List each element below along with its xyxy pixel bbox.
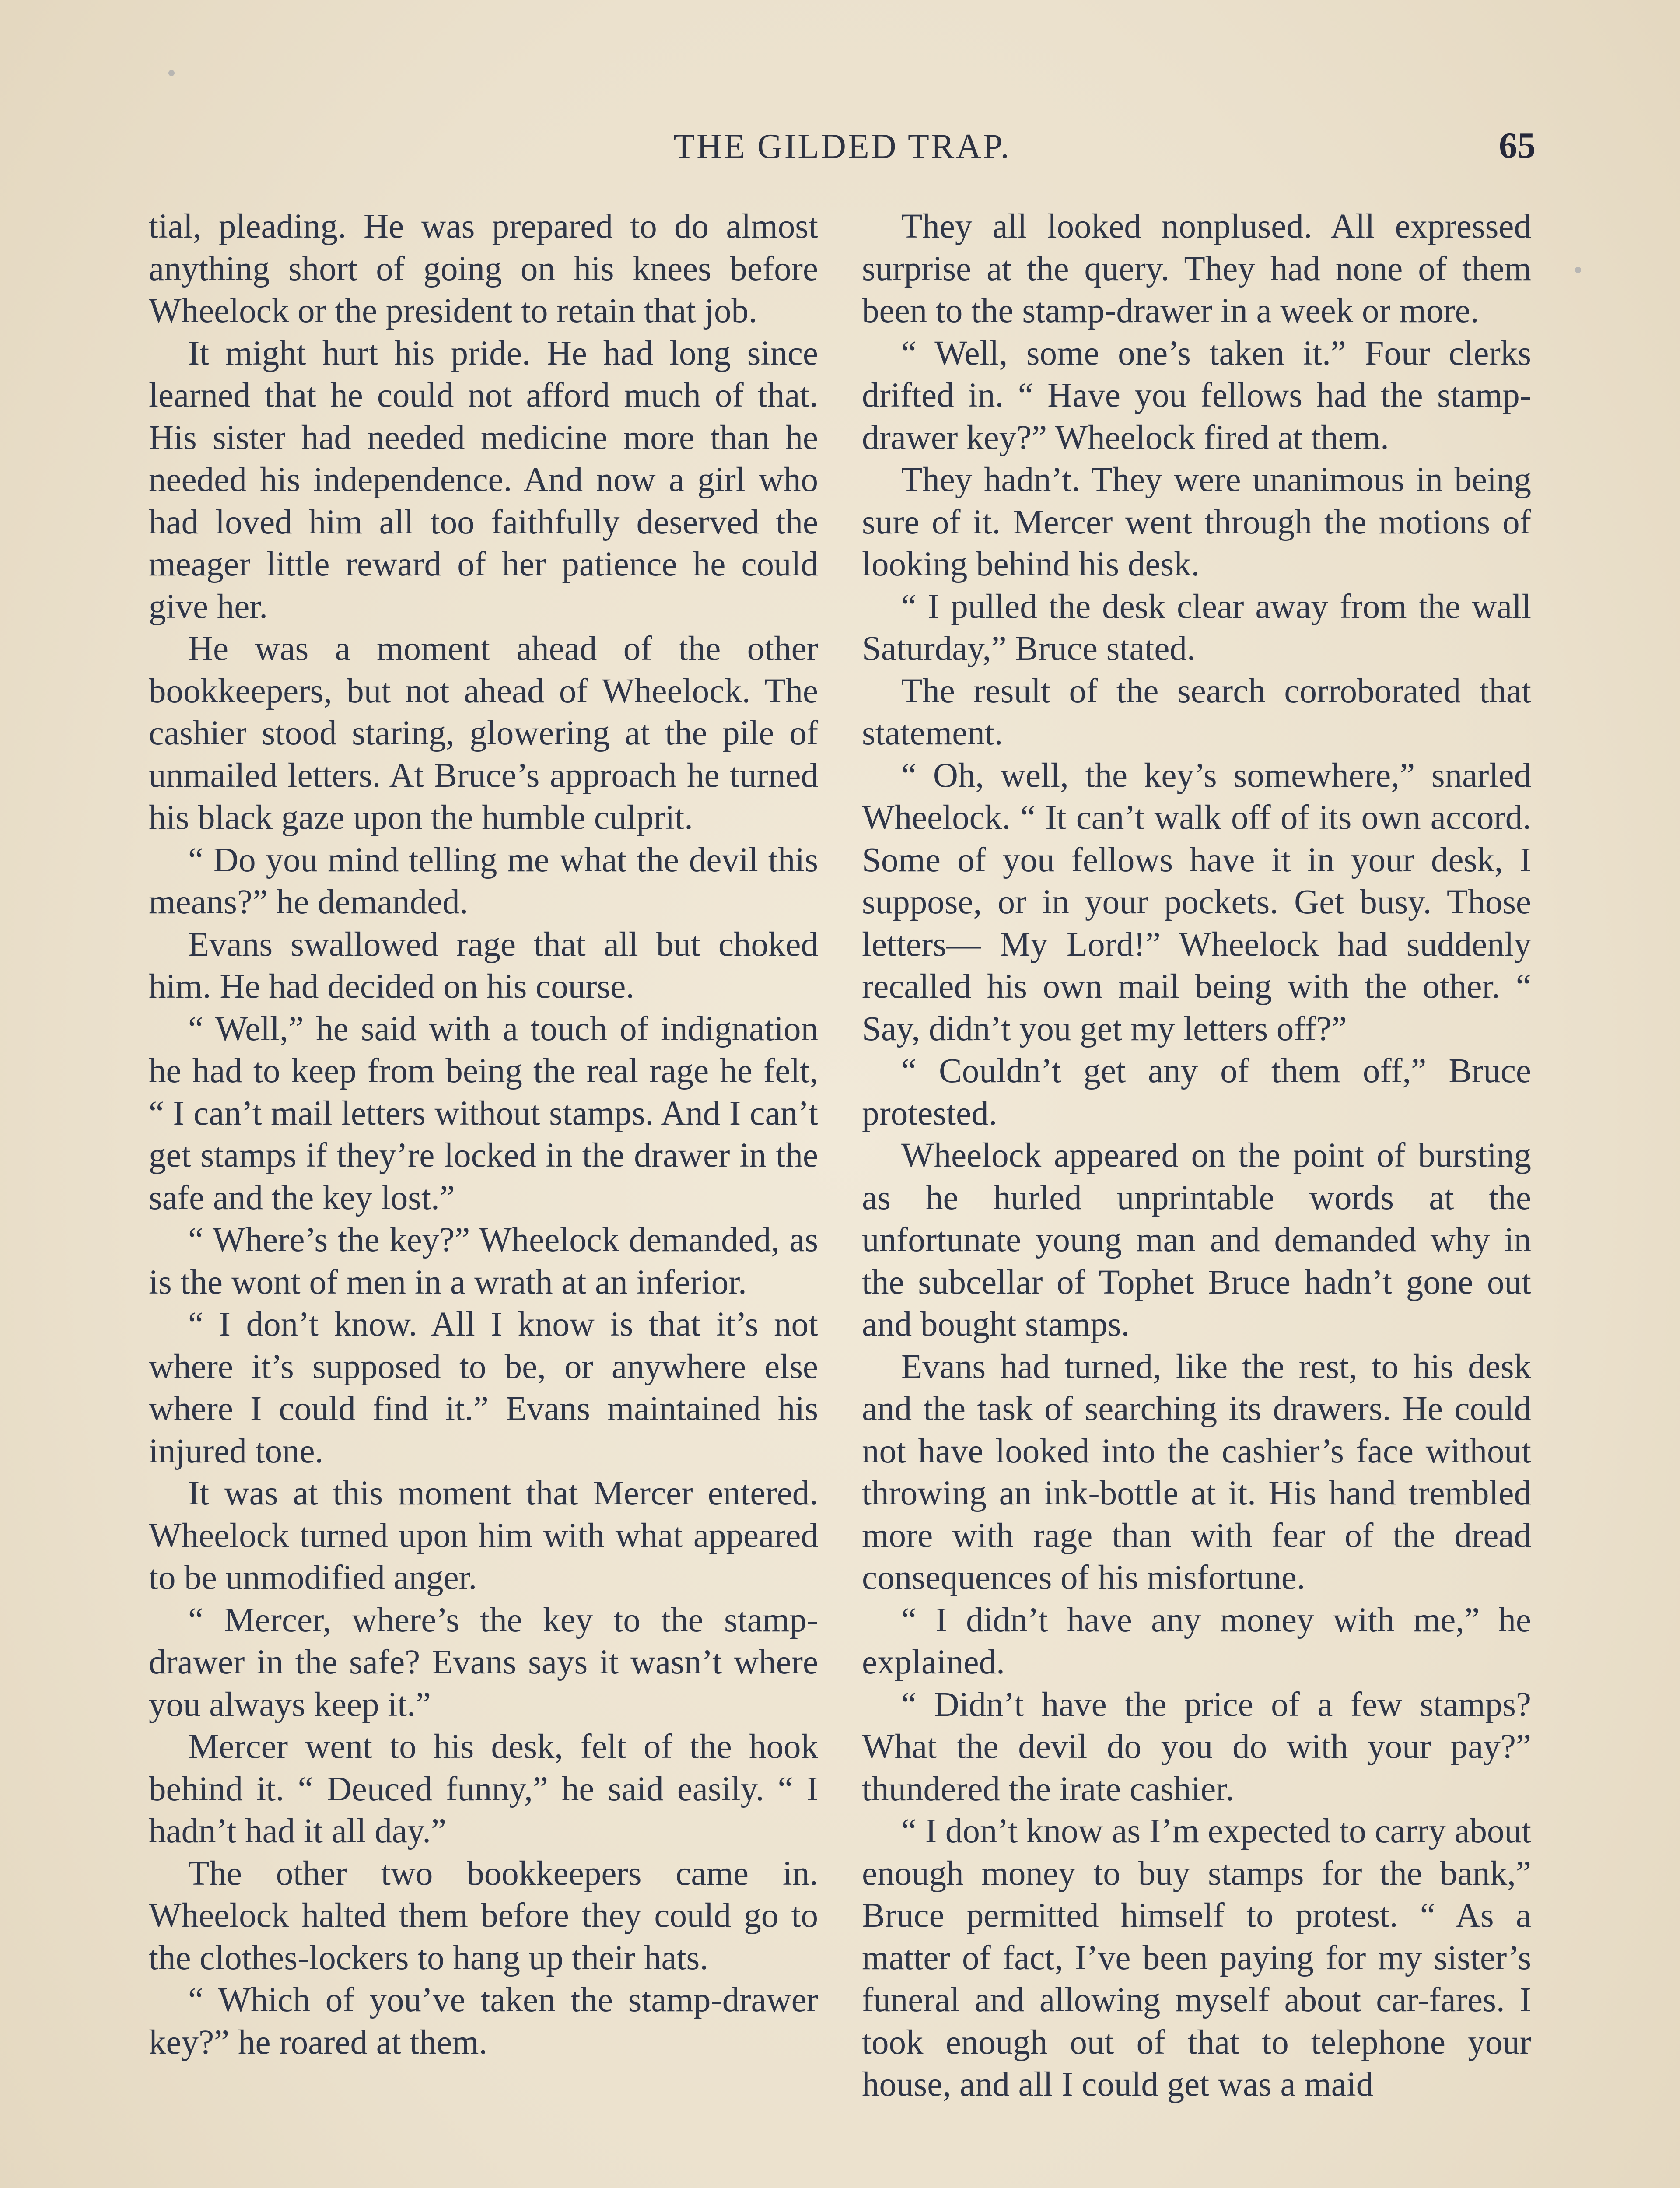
paragraph: “ Mercer, where’s the key to the stamp-drawer in the safe? Evans says it wasn’t where you always keep it.” [149, 1601, 818, 1724]
paragraph: Evans had turned, like the rest, to his desk and the task of searching its drawers. He could not have looked into the cashier’s face without throwing an ink-bottle at it. His hand trembled more with rage than with fear of the dread consequences of his misfortune. [862, 1347, 1531, 1597]
paragraph: “ Well, some one’s taken it.” Four clerks drifted in. “ Have you fellows had the stamp-drawer key?” Wheelock fired at them. [862, 334, 1531, 457]
paragraph: The result of the search corroborated that statement. [862, 672, 1531, 752]
paragraph: They hadn’t. They were unanimous in being sure of it. Mercer went through the motions of looking behind his desk. [862, 461, 1531, 583]
paragraph: “ Which of you’ve taken the stamp-drawer key?” he roared at them. [149, 1981, 818, 2062]
paragraph: They all looked nonplused. All expressed surprise at the query. They had none of them been to the stamp-drawer in a week or more. [862, 207, 1531, 330]
left-column [149, 206, 818, 2064]
paper-speck [168, 70, 175, 76]
page-number: 65 [1499, 125, 1536, 166]
paragraph: tial, pleading. He was prepared to do almost anything short of going on his knees before Wheelock or the president to retain that job. [149, 207, 818, 330]
paragraph: “ Where’s the key?” Wheelock demanded, as is the wont of men in a wrath at an inferior. [149, 1221, 818, 1301]
paragraph: It was at this moment that Mercer entered. Wheelock turned upon him with what appeared to be unmodified anger. [149, 1474, 818, 1597]
paragraph: “ I don’t know. All I know is that it’s not where it’s supposed to be, or anywhere else where I could find it.” Evans maintained his injured tone. [149, 1305, 818, 1470]
paragraph: He was a moment ahead of the other bookkeepers, but not ahead of Wheelock. The cashier stood staring, glowering at the pile of unmailed letters. At Bruce’s approach he turned his black gaze upon the humble culprit. [149, 630, 818, 837]
paragraph: “ Oh, well, the key’s somewhere,” snarled Wheelock. “ It can’t walk off of its own accord. Some of you fellows have it in your desk, I suppose, or in your pockets. Get busy. Those letters— My Lord!” Wheelock had suddenly recalled his own mail being with the other. “ Say, didn’t you get my letters off?” [862, 756, 1531, 1048]
paragraph: “ Couldn’t get any of them off,” Bruce protested. [862, 1052, 1531, 1133]
paragraph: The other two bookkeepers came in. Wheelock halted them before they could go to the clothes-lockers to hang up their hats. [149, 1854, 818, 1977]
paragraph: “ I didn’t have any money with me,” he explained. [862, 1601, 1531, 1681]
paragraph: “ Didn’t have the price of a few stamps? What the devil do you do with your pay?” thundered the irate cashier. [862, 1685, 1531, 1808]
paragraph: “ I pulled the desk clear away from the wall Saturday,” Bruce stated. [862, 587, 1531, 668]
paper-speck [1575, 267, 1581, 273]
paragraph: Wheelock appeared on the point of bursting as he hurled unprintable words at the unfortunate young man and demanded why in the subcellar of Tophet Bruce hadn’t gone out and bought stamps. [862, 1136, 1531, 1343]
paragraph: It might hurt his pride. He had long since learned that he could not afford much of that. His sister had needed medicine more than he needed his independence. And now a girl who had loved him all too faithfully deserved the meager little reward of her patience he could give her. [149, 334, 818, 626]
paragraph: “ Do you mind telling me what the devil this means?” he demanded. [149, 841, 818, 921]
paragraph: “ Well,” he said with a touch of indignation he had to keep from being the real rage he felt, “ I can’t mail letters without stamps. And I can’t get stamps if they’re locked in the drawer in the safe and the key lost.” [149, 1010, 818, 1217]
page-header [149, 127, 1536, 184]
paragraph: Evans swallowed rage that all but choked him. He had decided on his course. [149, 925, 818, 1006]
paragraph: “ I don’t know as I’m expected to carry about enough money to buy stamps for the bank,” Bruce permitted himself to protest. “ As a matter of fact, I’ve been paying for my sister’s funeral and allowing myself about car-fares. I took enough out of that to telephone your house, and all I could get was a maid [862, 1812, 1531, 2104]
paragraph: Mercer went to his desk, felt of the hook behind it. “ Deuced funny,” he said easily. “ I hadn’t had it all day.” [149, 1728, 818, 1850]
running-title: THE GILDED TRAP. [673, 127, 1011, 166]
right-column [862, 206, 1531, 2106]
